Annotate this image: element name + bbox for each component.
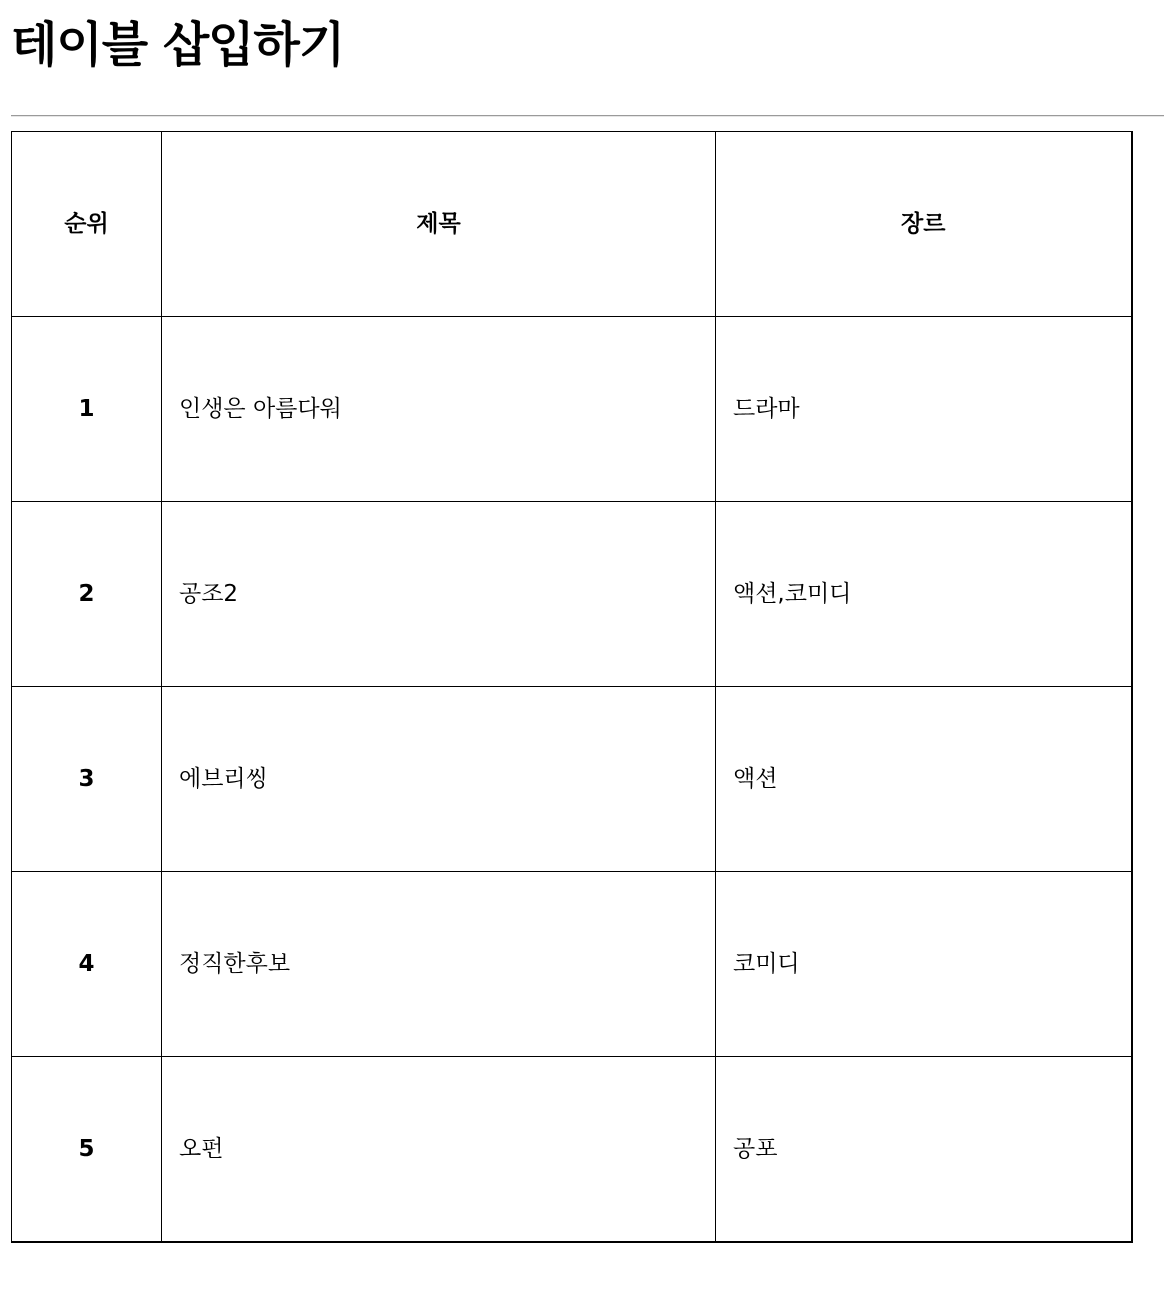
header-title: 제목 <box>162 132 716 317</box>
title-cell: 공조2 <box>162 502 716 687</box>
title-cell: 정직한후보 <box>162 872 716 1057</box>
genre-cell: 액션 <box>716 687 1132 872</box>
movie-rank-table <box>11 131 1133 1243</box>
rank-cell: 5 <box>12 1057 162 1242</box>
rank-cell: 2 <box>12 502 162 687</box>
table-row <box>12 872 1132 1057</box>
title-cell: 인생은 아름다워 <box>162 317 716 502</box>
title-cell: 에브리씽 <box>162 687 716 872</box>
rank-cell: 3 <box>12 687 162 872</box>
table-row <box>12 687 1132 872</box>
genre-cell: 드라마 <box>716 317 1132 502</box>
genre-cell: 코미디 <box>716 872 1132 1057</box>
table-row <box>12 1057 1132 1242</box>
genre-cell: 액션,코미디 <box>716 502 1132 687</box>
table-row <box>12 317 1132 502</box>
title-cell: 오펀 <box>162 1057 716 1242</box>
page-title: 테이블 삽입하기 <box>11 17 345 73</box>
header-genre: 장르 <box>716 132 1132 317</box>
genre-cell: 공포 <box>716 1057 1132 1242</box>
table-row <box>12 502 1132 687</box>
table-header-row <box>12 132 1132 317</box>
title-divider <box>11 115 1164 117</box>
rank-cell: 1 <box>12 317 162 502</box>
header-rank: 순위 <box>12 132 162 317</box>
rank-cell: 4 <box>12 872 162 1057</box>
